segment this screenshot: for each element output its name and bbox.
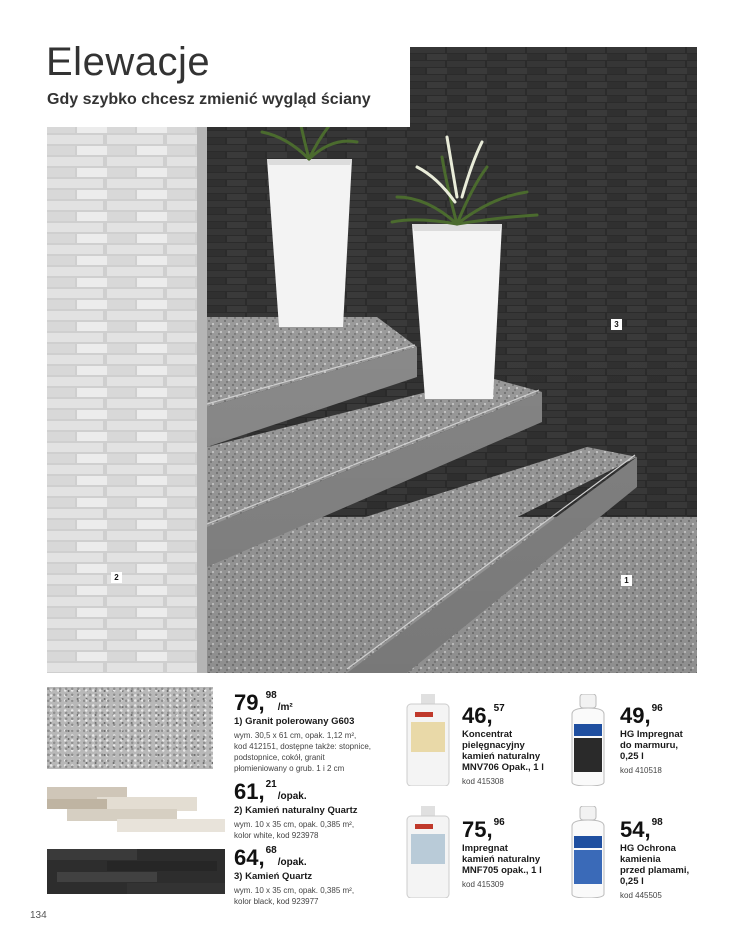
name-line: MNF705 opak., 1 l: [462, 864, 542, 876]
product-name: [620, 730, 710, 763]
desc-line: wym. 30,5 x 61 cm, opak. 1,12 m²,: [234, 730, 357, 740]
name-line: przed plamami,: [620, 864, 690, 876]
name-line: 0,25 l: [620, 875, 644, 887]
price: [462, 705, 562, 727]
price-integer: 46,: [462, 703, 493, 728]
product-name: [462, 730, 562, 774]
price-integer: 79,: [234, 690, 265, 715]
price-unit: /m²: [277, 702, 293, 713]
price-integer: 75,: [462, 817, 493, 842]
name-line: kamienia: [620, 853, 661, 865]
marker-3: 3: [611, 319, 622, 330]
price-decimal: 68: [265, 845, 277, 856]
price-integer: 64,: [234, 845, 265, 870]
bottle-hg-marmur-image: [566, 694, 610, 786]
product-impregnat: [462, 819, 562, 890]
product-code: kod 410518: [620, 765, 662, 775]
desc-line: płomieniowany o grub. 1 i 2 cm: [234, 764, 345, 774]
product-hg-marmur: [620, 705, 710, 776]
price-unit: /opak.: [277, 791, 307, 802]
price-unit: /opak.: [277, 857, 307, 868]
bottle-koncentrat-image: [403, 694, 453, 786]
product-name: 2) Kamień naturalny Quartz: [234, 805, 358, 816]
name-line: do marmuru,: [620, 739, 679, 751]
price-integer: 61,: [234, 779, 265, 804]
quartz-white-swatch: [47, 787, 225, 832]
product-name: [620, 844, 710, 888]
name-line: Koncentrat: [462, 729, 513, 740]
name-line: HG Ochrona: [620, 843, 676, 854]
name-line: kamień naturalny: [462, 853, 541, 865]
price: [462, 819, 562, 841]
product-hg-ochrona: [620, 819, 710, 901]
page-subtitle: Gdy szybko chcesz zmienić wygląd ściany: [47, 91, 371, 108]
price-decimal: 96: [651, 703, 663, 714]
price-integer: 54,: [620, 817, 651, 842]
product-granite: [234, 692, 394, 775]
marker-1: 1: [621, 575, 632, 586]
price: [620, 705, 710, 727]
price-decimal: 21: [265, 779, 277, 790]
name-line: MNV706 Opak., 1 l: [462, 761, 544, 773]
bottle-hg-ochrona-image: [566, 806, 610, 898]
product-code: kod 415308: [462, 776, 504, 786]
product-description: [234, 730, 394, 775]
product-name: 3) Kamień Quartz: [234, 871, 313, 882]
product-code: kod 445505: [620, 890, 662, 900]
product-quartz-white: [234, 781, 394, 841]
product-koncentrat: [462, 705, 562, 787]
name-line: Impregnat: [462, 843, 508, 854]
desc-line: podstopnice, cokół, granit: [234, 753, 325, 763]
hero-photo: [47, 47, 697, 673]
desc-line: kolor black, kod 923977: [234, 897, 319, 907]
product-name: 1) Granit polerowany G603: [234, 716, 355, 727]
product-quartz-black: [234, 847, 394, 907]
price-integer: 49,: [620, 703, 651, 728]
price: [234, 781, 394, 803]
desc-line: wym. 10 x 35 cm, opak. 0,385 m²,: [234, 885, 355, 895]
page-title: Elewacje: [46, 40, 211, 84]
name-line: kamień naturalny: [462, 750, 541, 762]
desc-line: kolor white, kod 923978: [234, 831, 319, 841]
granite-swatch: [47, 687, 213, 769]
product-name: [462, 844, 562, 877]
price: [234, 847, 394, 869]
price-decimal: 96: [493, 817, 505, 828]
name-line: pielęgnacyjny: [462, 739, 525, 751]
price: [234, 692, 394, 714]
desc-line: wym. 10 x 35 cm, opak. 0,385 m²,: [234, 819, 355, 829]
page-number: 134: [30, 910, 47, 921]
quartz-black-swatch: [47, 849, 225, 894]
price-decimal: 57: [493, 703, 505, 714]
name-line: 0,25 l: [620, 750, 644, 762]
price-decimal: 98: [265, 690, 277, 701]
desc-line: kod 412151, dostępne także: stopnice,: [234, 742, 371, 752]
price-decimal: 98: [651, 817, 663, 828]
bottle-impregnat-image: [403, 806, 453, 898]
price: [620, 819, 710, 841]
name-line: HG Impregnat: [620, 729, 683, 740]
product-code: kod 415309: [462, 879, 504, 889]
product-description: [234, 819, 394, 841]
marker-2: 2: [111, 572, 122, 583]
product-description: [234, 885, 394, 907]
